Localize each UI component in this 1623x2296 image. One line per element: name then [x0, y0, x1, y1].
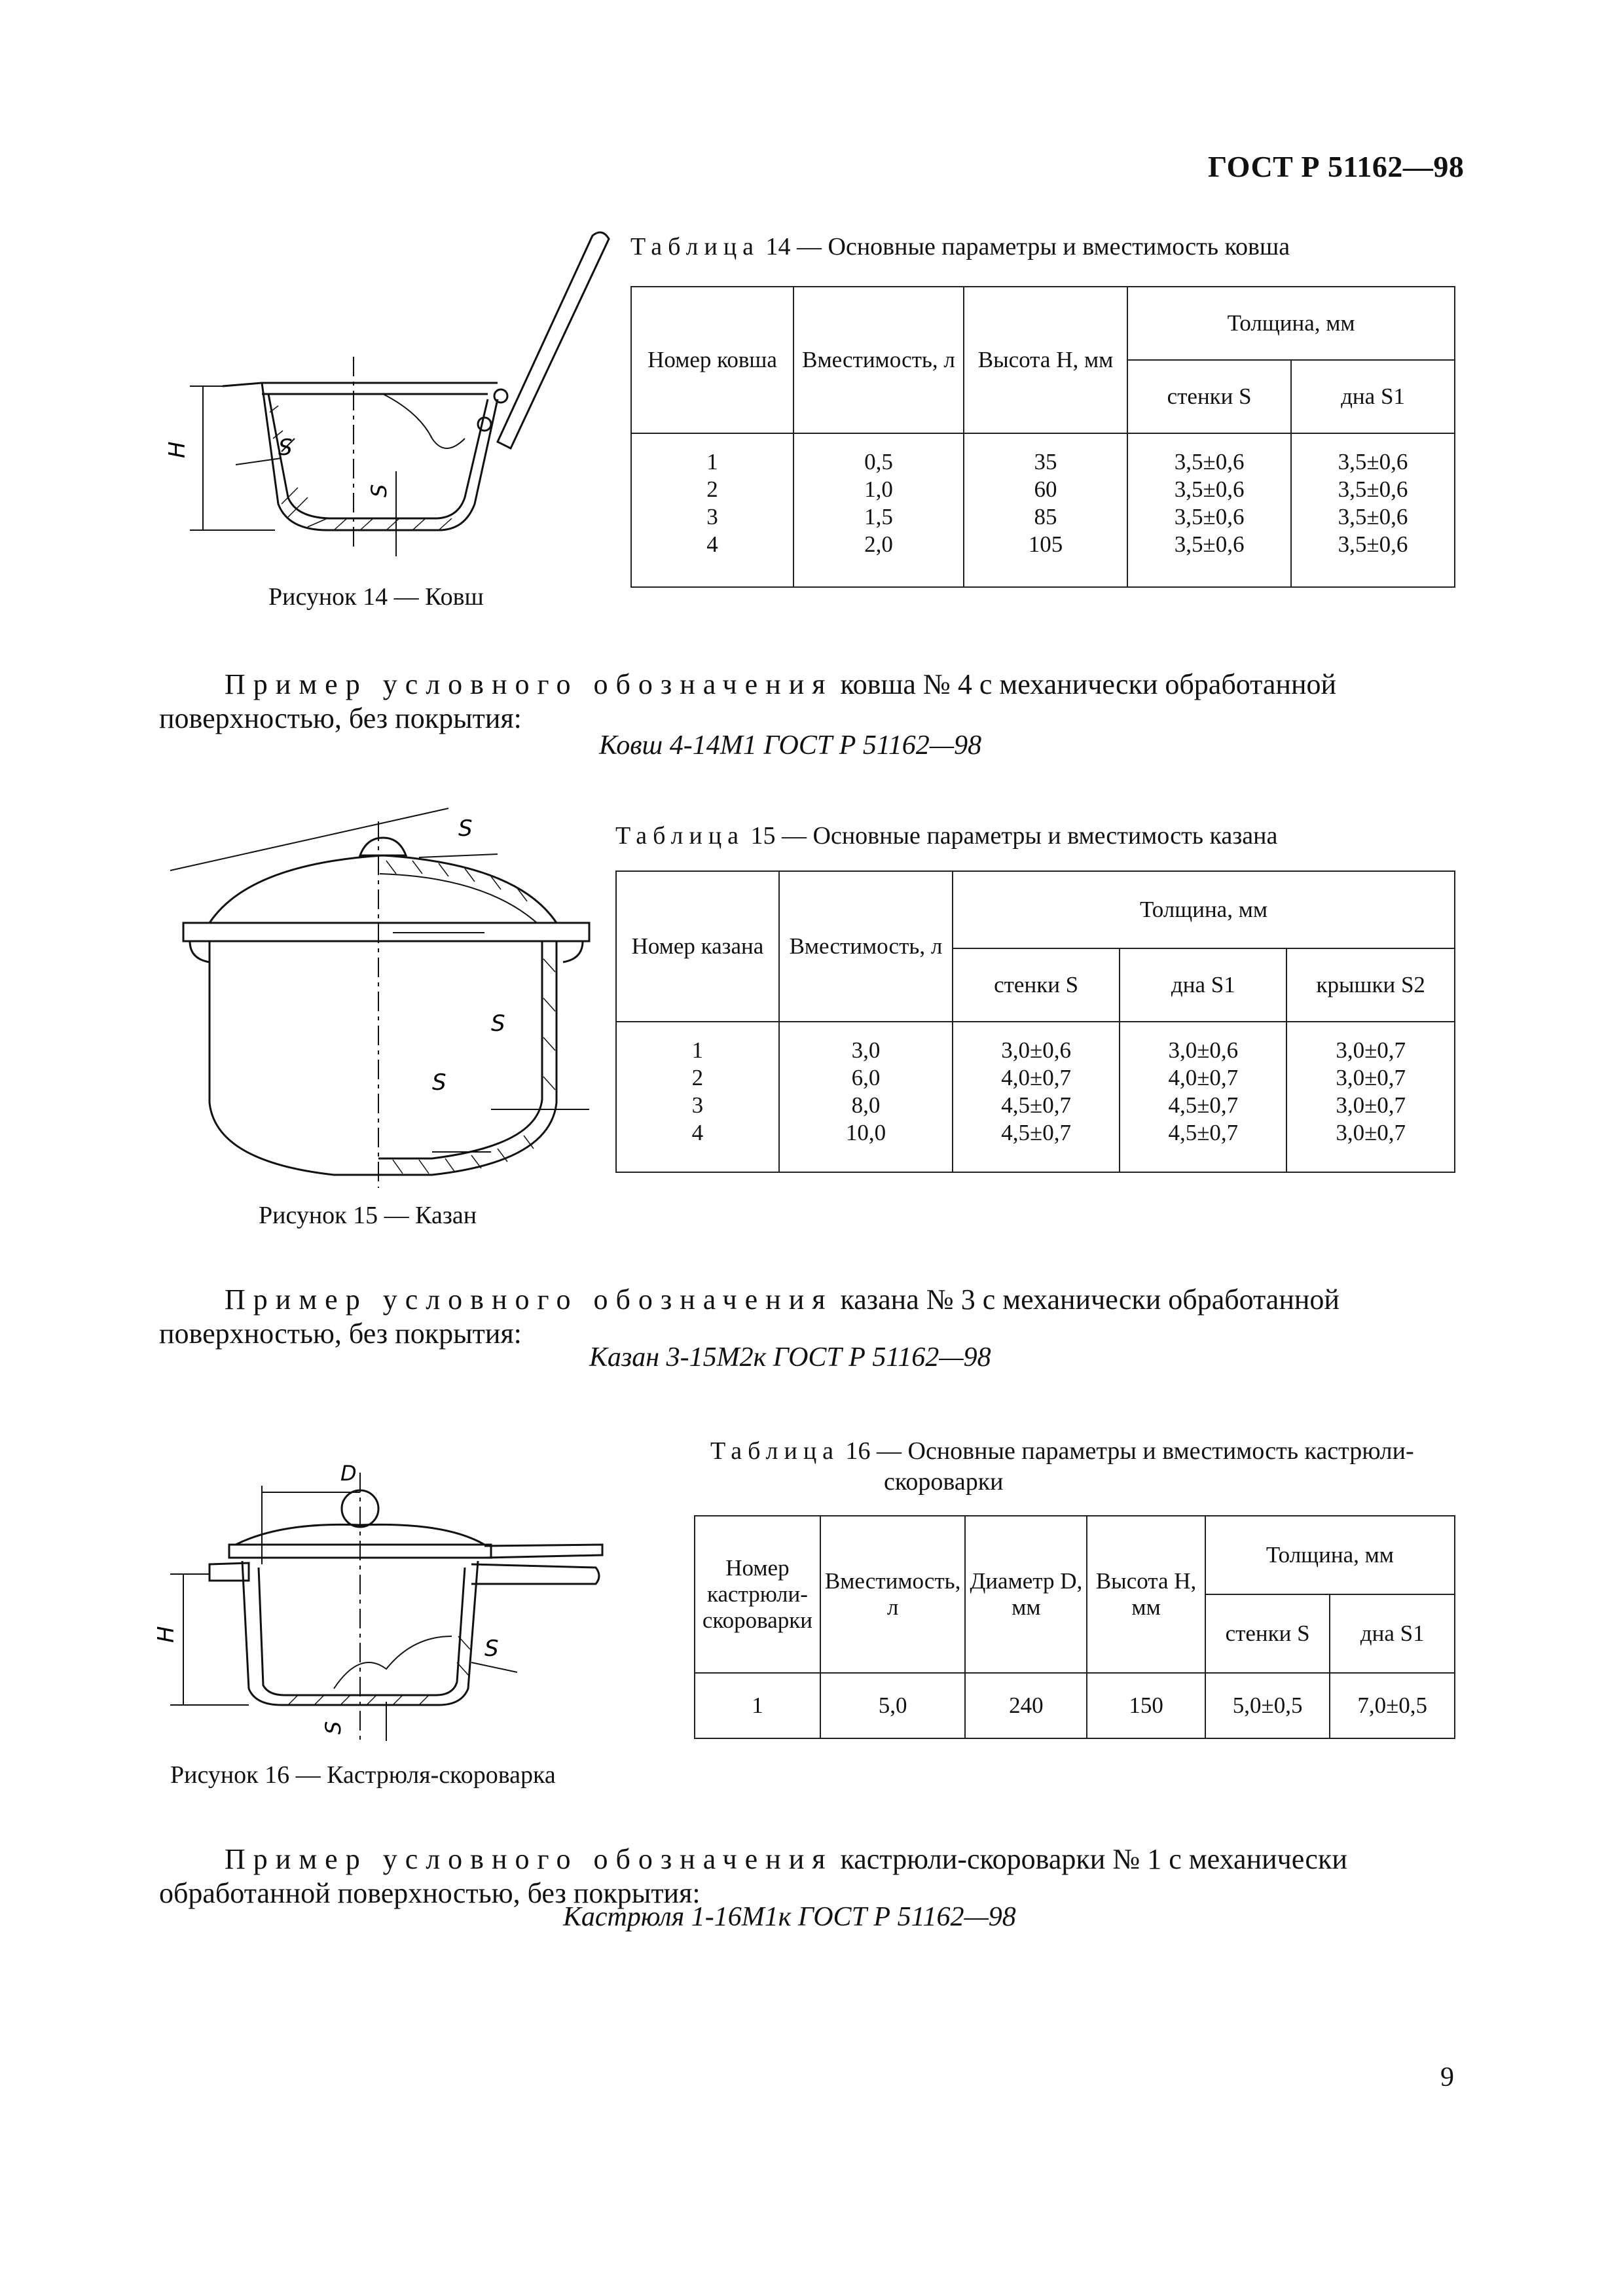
t14-header-capacity: Вместимость, л: [793, 287, 964, 433]
t16-cell-bottom: 7,0±0,5: [1330, 1673, 1455, 1738]
t16-cell-number: 1: [695, 1673, 820, 1738]
t15-col-bottom: 3,0±0,6 4,0±0,7 4,5±0,7 4,5±0,7: [1120, 1022, 1286, 1172]
designation-15: Казан 3-15М2к ГОСТ Р 51162—98: [589, 1342, 991, 1372]
t14-header-thickness: Толщина, мм: [1127, 287, 1455, 360]
t15-header-lid: крышки S2: [1286, 948, 1455, 1022]
t14-header-height: Высота H, мм: [964, 287, 1127, 433]
table-16: [694, 1515, 1455, 1739]
t14-col-bottom: 3,5±0,6 3,5±0,6 3,5±0,6 3,5±0,6: [1291, 433, 1455, 587]
t16-header-diameter: Диаметр D, мм: [965, 1516, 1087, 1673]
fig16-label-s: S: [484, 1636, 499, 1662]
t14-col-height: 35 60 85 105: [964, 433, 1127, 587]
example-16-paragraph: Пример условного обозначения кастрюли-скороварки № 1 с механически обработанной поверхностью, без покрытия:: [159, 1843, 1347, 1909]
figure-14-ladle-drawing: [157, 223, 629, 563]
fig15-label-s2: S: [458, 816, 473, 842]
t15-header-thickness: Толщина, мм: [953, 871, 1455, 948]
t15-header-bottom: дна S1: [1120, 948, 1286, 1022]
t14-header-wall: стенки S: [1127, 360, 1291, 433]
figure-14-caption: Рисунок 14 — Ковш: [268, 583, 484, 611]
t16-cell-height: 150: [1087, 1673, 1205, 1738]
fig14-label-s1: S: [367, 484, 392, 497]
fig14-label-s: S: [278, 435, 293, 461]
t16-header-number: Номер кастрюли-скороварки: [695, 1516, 820, 1673]
page-number: 9: [1440, 2062, 1454, 2092]
figure-15-cauldron-drawing: [170, 808, 589, 1188]
t16-header-thickness: Толщина, мм: [1205, 1516, 1455, 1594]
t16-cell-wall: 5,0±0,5: [1205, 1673, 1330, 1738]
table-16-caption: Таблица 16 — Основные параметры и вместимость кастрюли-: [710, 1437, 1414, 1465]
t16-cell-capacity: 5,0: [820, 1673, 966, 1738]
designation-14: Ковш 4-14М1 ГОСТ Р 51162—98: [599, 730, 982, 761]
t16-header-capacity: Вместимость, л: [820, 1516, 966, 1673]
t16-header-bottom: дна S1: [1330, 1594, 1455, 1673]
t15-header-number: Номер казана: [616, 871, 779, 1022]
t15-col-lid: 3,0±0,7 3,0±0,7 3,0±0,7 3,0±0,7: [1286, 1022, 1455, 1172]
t15-header-capacity: Вместимость, л: [779, 871, 953, 1022]
fig15-label-s: S: [491, 1011, 505, 1037]
example-14-paragraph: Пример условного обозначения ковша № 4 с механически обработанной поверхностью, без покрытия:: [159, 668, 1337, 734]
figure-15-caption: Рисунок 15 — Казан: [259, 1202, 477, 1229]
t15-col-wall: 3,0±0,6 4,0±0,7 4,5±0,7 4,5±0,7: [953, 1022, 1120, 1172]
t14-col-capacity: 0,5 1,0 1,5 2,0: [793, 433, 964, 587]
table-15: [615, 870, 1455, 1173]
fig14-label-h: H: [164, 441, 191, 458]
t16-header-height: Высота H, мм: [1087, 1516, 1205, 1673]
fig16-label-h: H: [153, 1626, 179, 1643]
t16-cell-diameter: 240: [965, 1673, 1087, 1738]
fig16-label-d: D: [340, 1461, 357, 1486]
t15-col-capacity: 3,0 6,0 8,0 10,0: [779, 1022, 953, 1172]
example-15-paragraph: Пример условного обозначения казана № 3 с механически обработанной поверхностью, без покрытия:: [159, 1283, 1340, 1350]
table-14-caption: Таблица 14 — Основные параметры и вместимость ковша: [630, 233, 1290, 260]
t14-col-number: 1 2 3 4: [631, 433, 793, 587]
designation-16: Кастрюля 1-16М1к ГОСТ Р 51162—98: [563, 1902, 1016, 1932]
table-15-caption: Таблица 15 — Основные параметры и вместимость казана: [615, 822, 1278, 850]
table-16-caption-line2: скороварки: [884, 1468, 1004, 1496]
figure-16-pressure-cooker-drawing: [151, 1427, 622, 1754]
t14-col-wall: 3,5±0,6 3,5±0,6 3,5±0,6 3,5±0,6: [1127, 433, 1291, 587]
t14-header-number: Номер ковша: [631, 287, 793, 433]
t16-header-wall: стенки S: [1205, 1594, 1330, 1673]
t15-header-wall: стенки S: [953, 948, 1120, 1022]
figure-16-caption: Рисунок 16 — Кастрюля-скороварка: [170, 1761, 556, 1789]
document-header: ГОСТ Р 51162—98: [1208, 150, 1465, 183]
fig16-label-s1: S: [321, 1721, 346, 1734]
t14-header-bottom: дна S1: [1291, 360, 1455, 433]
t15-col-number: 1 2 3 4: [616, 1022, 779, 1172]
table-14: [630, 286, 1455, 588]
fig15-label-s1: S: [432, 1069, 447, 1096]
